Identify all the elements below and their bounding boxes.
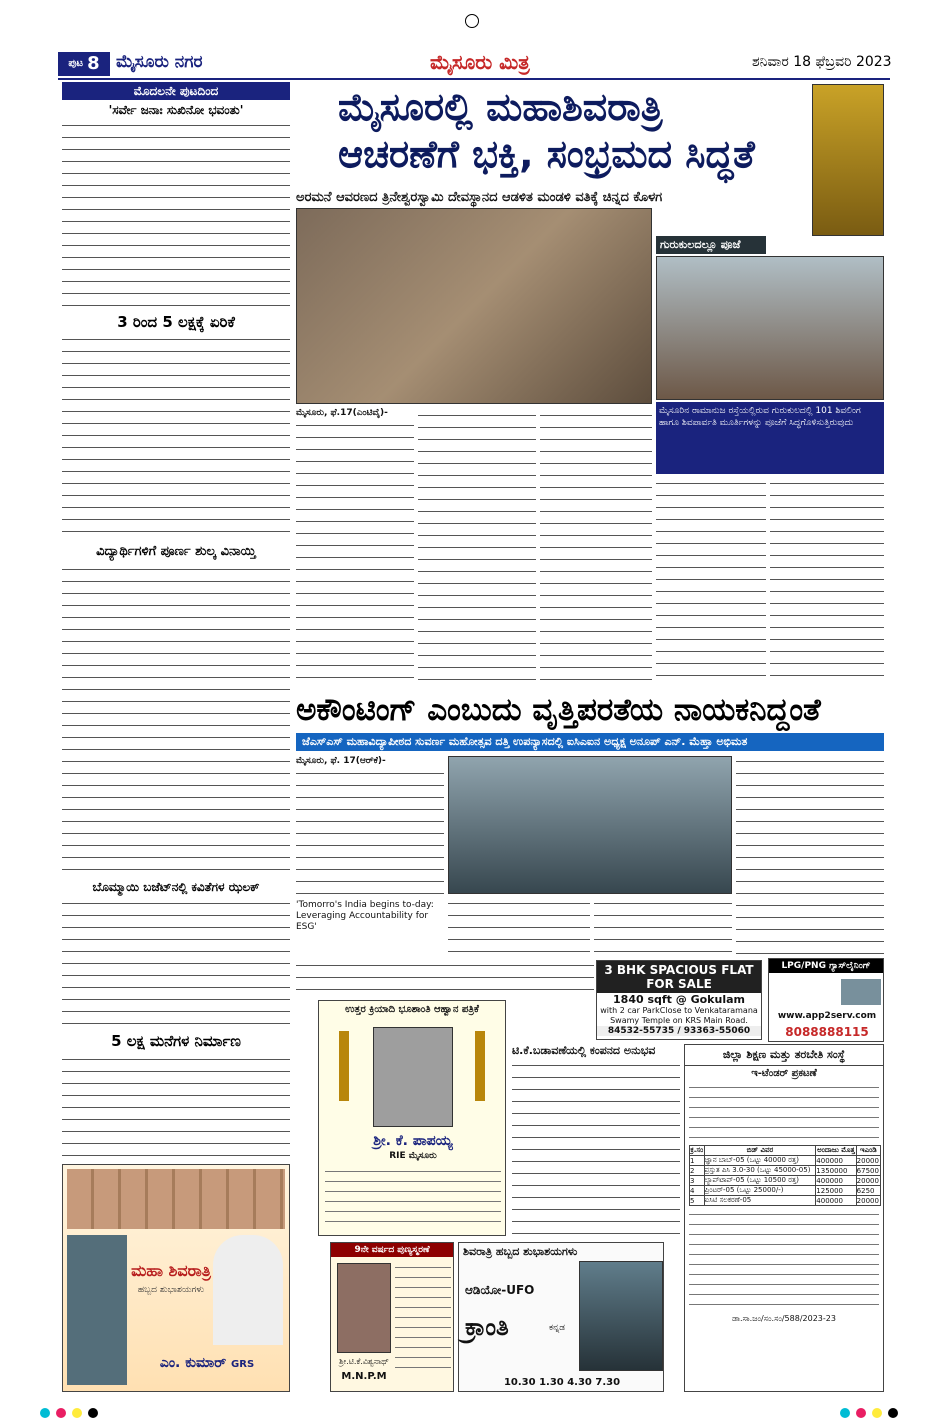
tender-notice [684, 1044, 884, 1392]
gas-ad-site: www.app2serv.com [777, 1011, 877, 1021]
obituary-ad [318, 1000, 506, 1236]
tender-title: ಇ-ಟೆಂಡರ್ ಪ್ರಕಟಣೆ [751, 1068, 817, 1079]
tender-header: ಜಿಲ್ಲಾ ಶಿಕ್ಷಣ ಮತ್ತು ತರಬೇತಿ ಸಂಸ್ಥೆ [685, 1045, 883, 1066]
gas-lining-ad [768, 958, 884, 1042]
cinema-film: ಕ್ರಾಂತಿ [465, 1313, 509, 1341]
accounting-dateline: ಮೈಸೂರು, ಫೆ. 17(ಆರ್‌ಕೆ)- [296, 756, 386, 766]
political-greeting-ad [62, 1164, 290, 1392]
story2-body [62, 334, 290, 532]
obituary-sub: RIE ಮೈಸೂರು [389, 1151, 437, 1161]
side-caption: ಮೈಸೂರಿನ ರಾಮಾನುಜ ರಸ್ತೆಯಲ್ಲಿರುವ ಗುರುಕುಲದಲ್ಲಿ 101 ಶಿವಲಿಂಗ ಹಾಗೂ ಶಿವಪಾರ್ವತಿ ಮೂರ್ತಿಗಳನ್ನು ಪೂಜೆಗೆ ಸಿದ್ಧಗೊಳಿಸುತ್ತಿರುವುದು [656, 402, 884, 474]
tender-table [689, 1145, 881, 1206]
memorial-initials: M.N.P.M [341, 1371, 387, 1382]
page-number-box [58, 52, 110, 76]
memorial-title: 9ನೇ ವರ್ಷದ ಪುಣ್ಯಸ್ಮರಣೆ [331, 1243, 453, 1257]
memorial-text [395, 1263, 451, 1373]
lead-dateline: ಮೈಸೂರು, ಫೆ.17(ಎಂಟಿವೈ)- [296, 408, 388, 418]
flat-sale-ad [596, 960, 762, 1040]
cell: 3 [690, 1176, 705, 1186]
tender-col2: ಬಿಡ್ ವಿವರ [704, 1146, 816, 1156]
registration-dot-yellow [872, 1408, 882, 1418]
cinema-times: 10.30 1.30 4.30 7.30 [503, 1377, 621, 1388]
lead-body-col3 [540, 410, 652, 682]
cinema-lang: ಕನ್ನಡ [549, 1323, 566, 1333]
memorial-name: ಶ್ರೀ.ಟಿ.ಕೆ.ವಿಶ್ವನಾಥ್ [339, 1357, 389, 1366]
gold-mask-photo [812, 84, 884, 236]
registration-dot-magenta [56, 1408, 66, 1418]
cell: 20000 [856, 1196, 879, 1205]
leader-photos-strip [67, 1169, 285, 1229]
accounting-headline: ಅಕೌಂಟಿಂಗ್ ಎಂಬುದು ವೃತ್ತಿಪರತೆಯ ನಾಯಕನಿದ್ದಂತೆ [296, 692, 821, 728]
story3-title: ವಿದ್ಯಾರ್ಥಿಗಳಿಗೆ ಪೂರ್ಣ ಶುಲ್ಕ ವಿನಾಯ್ತಿ [96, 544, 256, 559]
cell: 6250 [856, 1186, 880, 1196]
lamp-icon-left [339, 1031, 349, 1101]
masthead: ಮೈಸೂರು ಮಿತ್ರ [430, 50, 530, 74]
story5-body [62, 1054, 290, 1158]
table-row [690, 1186, 881, 1196]
cell: 400000 [816, 1156, 856, 1166]
tender-footer [689, 1210, 879, 1310]
greeting-sub: ಹಬ್ಬದ ಶುಭಾಶಯಗಳು [137, 1285, 205, 1295]
gas-ad-phone: 8088888115 [785, 1025, 869, 1039]
accounting-strip: ಜೆಎಸ್‌ಎಸ್ ಮಹಾವಿದ್ಯಾಪೀಠದ ಸುವರ್ಣ ಮಹೋತ್ಸವ ದತ್ತಿ ಉಪನ್ಯಾಸದಲ್ಲಿ ಐಸಿಎಐನ ಅಧ್ಯಕ್ಷ ಅನೂಪ್ ಎನ್. ಮೆಹ್ತಾ ಅಭಿಮತ [296, 733, 884, 751]
lead-body-col2 [418, 410, 536, 682]
cooktop-image [841, 979, 881, 1005]
cell: ಐಸಿಟಿ ಸಲಕರಣೆ-05 [704, 1196, 816, 1206]
cell: 20000 [856, 1156, 879, 1165]
accounting-body-col2 [736, 756, 884, 956]
greeting-text: ಮಹಾ ಶಿವರಾತ್ರಿ [131, 1261, 211, 1280]
obituary-photo [373, 1027, 453, 1127]
table-row [690, 1196, 881, 1206]
cinema-ad [458, 1242, 664, 1392]
cell: ಪ್ರಿಂಟರ್-05 (ಒಟ್ಟು 25000/-) [704, 1186, 816, 1196]
obituary-name: ಶ್ರೀ. ಕೆ. ಪಾಪಯ್ಯ [373, 1133, 453, 1149]
memorial-ad [330, 1242, 454, 1392]
cinema-poster [579, 1261, 663, 1371]
cell: ಲ್ಯಾಪ್‌ಟಾಪ್-05 (ಒಟ್ಟು 10500 ರತ್ತ) [704, 1176, 816, 1186]
lead-headline-line2: ಆಚರಣೆಗೆ ಭಕ್ತಿ, ಸಂಭ್ರಮದ ಸಿದ್ಧತೆ [338, 132, 755, 176]
section-title: ಮೈಸೂರು ನಗರ [116, 52, 203, 72]
tender-notice-no: ಡಾ.ಸಾ.ಜಂ/ಸಂ.ಸಂ/588/2023-23 [732, 1314, 836, 1323]
story4-body [62, 898, 290, 1028]
registration-dot-cyan [40, 1408, 50, 1418]
continued-label: ಮೊದಲನೇ ಪುಟದಿಂದ [62, 82, 290, 100]
gas-ad-title: LPG/PNG ಗ್ಯಾಸ್‌ಲೈನಿಂಗ್ [769, 959, 883, 973]
story1-title: 'ಸರ್ವೇ ಜನಾಃ ಸುಖಿನೋ ಭವಂತು' [108, 103, 244, 117]
memorial-photo [337, 1263, 391, 1353]
cell: 5 [690, 1196, 705, 1206]
cell: 125000 [816, 1186, 856, 1196]
page-prefix: ಪುಟ [68, 58, 84, 69]
story2-title: 3 ರಿಂದ 5 ಲಕ್ಷಕ್ಕೆ ಏರಿಕೆ [117, 313, 235, 331]
cell: ಜ್ಞಾನ ಬಾಬ್-05 (ಒಟ್ಟು 40000 ರತ್ತ) [704, 1156, 816, 1166]
tender-intro [689, 1083, 879, 1143]
flat-ad-phone: 84532-55735 / 93363-55060 [597, 1026, 761, 1036]
header-rule [58, 78, 890, 80]
issue-date: ಶನಿವಾರ 18 ಫೆಬ್ರವರಿ 2023 [752, 54, 892, 70]
cell: 4 [690, 1186, 705, 1196]
obituary-title: ಉತ್ತರ ಕ್ರಿಯಾದಿ ಭೂಶಾಂತಿ ಆಹ್ವಾನ ಪತ್ರಿಕೆ [345, 1004, 479, 1015]
lead-headline-line1: ಮೈಸೂರಲ್ಲಿ ಮಹಾಶಿವರಾತ್ರಿ [338, 85, 663, 129]
lead-body-col1 [296, 420, 414, 682]
obituary-details [325, 1167, 501, 1231]
book-quote: 'Tomorro's India begins to-day: Leveraging Accountability for ESG' [296, 900, 434, 932]
side-photo-label: ಗುರುಕುಲದಲ್ಲೂ ಪೂಜೆ [656, 236, 766, 254]
candidate-name [129, 1355, 285, 1371]
tk-story-title: ಟಿ.ಕೆ.ಬಡಾವಣೆಯಲ್ಲಿ ಕಂಪನದ ಅನುಭವ [512, 1044, 656, 1057]
registration-dot-black [888, 1408, 898, 1418]
lead-deck: ಅರಮನೆ ಆವರಣದ ತ್ರಿನೇಶ್ವರಸ್ವಾಮಿ ದೇವಸ್ಥಾನದ ಆಡಳಿತ ಮಂಡಳಿ ವತಿಕ್ಕೆ ಚಿನ್ನದ ಕೊಳಗ [296, 190, 663, 205]
lead-group-photo [296, 208, 652, 404]
book-release-photo [448, 756, 732, 894]
candidate-photo [213, 1235, 283, 1345]
gurukula-photo [656, 256, 884, 400]
story4-title: ಬೊಮ್ಮಾಯಿ ಬಜೆಟ್‌ನಲ್ಲಿ ಕವಿತೆಗಳ ಝಲಕ್ [92, 880, 260, 894]
shiva-image [67, 1235, 127, 1385]
accounting-body-col4 [594, 898, 732, 958]
cell: 400000 [816, 1196, 856, 1206]
flat-ad-title: 3 BHK SPACIOUS FLAT FOR SALE [597, 961, 761, 993]
registration-dot-black [88, 1408, 98, 1418]
candidate-tag: GRS [231, 1359, 255, 1370]
lead-body-col5 [770, 478, 884, 682]
story3-body [62, 564, 290, 876]
tender-col1: ಕ್ರ.ಸಂ [690, 1146, 704, 1154]
cell: 67500 [856, 1166, 879, 1175]
tender-table-header [690, 1146, 881, 1156]
table-row [690, 1156, 881, 1166]
lamp-icon-right [475, 1031, 485, 1101]
registration-dot-yellow [72, 1408, 82, 1418]
page-number: 8 [87, 53, 100, 74]
story1-body [62, 120, 290, 310]
cell: 400000 [816, 1176, 856, 1186]
accounting-body-col3 [448, 898, 590, 958]
accounting-body-col5 [296, 960, 594, 996]
tk-story-body [512, 1060, 680, 1240]
cell: 1350000 [816, 1166, 856, 1176]
lead-body-col4 [656, 478, 766, 682]
registration-mark-top [465, 14, 479, 28]
flat-ad-area: 1840 sqft @ Gokulam [613, 993, 745, 1006]
registration-dot-cyan [840, 1408, 850, 1418]
cinema-title: ಶಿವರಾತ್ರಿ ಹಬ್ಬದ ಶುಭಾಶಯಗಳು [463, 1245, 578, 1258]
registration-dot-magenta [856, 1408, 866, 1418]
candidate-name-text: ಎಂ. ಕುಮಾರ್ [159, 1355, 227, 1371]
cell: ಪ್ರಸ್ತುತ ಪಿಸಿ 3.0-30 (ಒಟ್ಟು 45000-05) [704, 1166, 816, 1176]
flat-ad-detail: with 2 car ParkClose to Venkataramana Swamy Temple on KRS Main Road. [600, 1006, 758, 1025]
cell: 1 [690, 1156, 705, 1166]
table-row [690, 1176, 881, 1186]
tender-col4: ಇಎಂಡಿ [856, 1146, 880, 1156]
story5-title: 5 ಲಕ್ಷ ಮನೆಗಳ ನಿರ್ಮಾಣ [111, 1032, 241, 1050]
tender-col3: ಅಂದಾಜು ಮೊತ್ತ [817, 1146, 855, 1154]
cell: 2 [690, 1166, 705, 1176]
cell: 20000 [856, 1176, 879, 1185]
table-row [690, 1166, 881, 1176]
cinema-brand: ಆಡಿಯೋ-UFO [465, 1283, 535, 1297]
accounting-body-col1 [296, 768, 444, 898]
